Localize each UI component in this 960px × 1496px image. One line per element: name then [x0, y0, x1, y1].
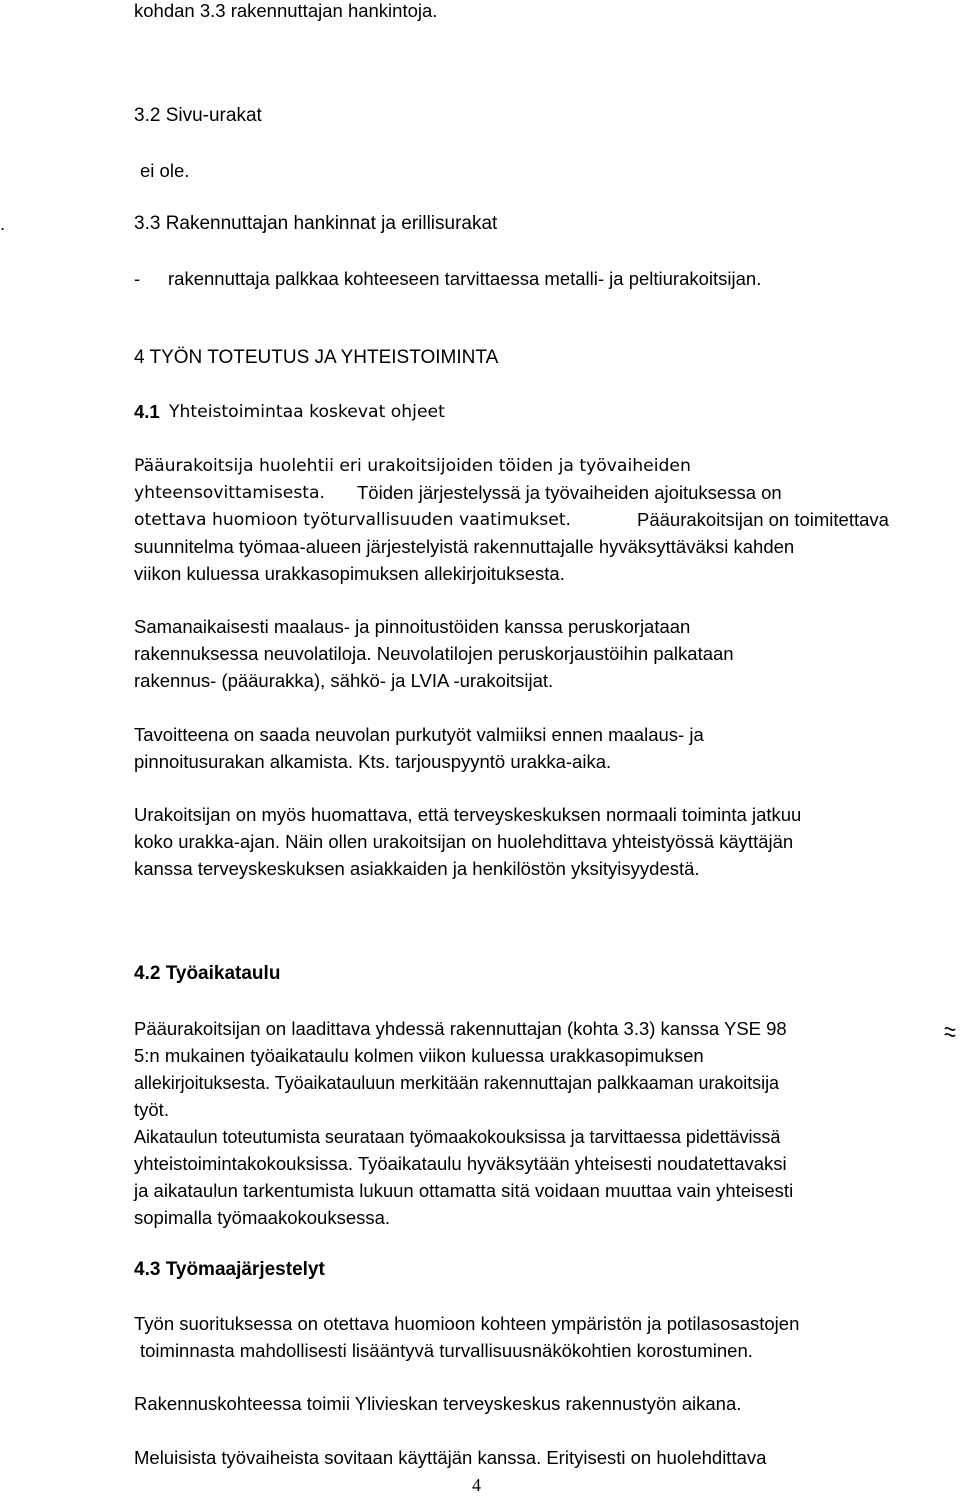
text-line: 5:n mukainen työaikataulu kolmen viikon kuluessa urakkasopimuksen: [134, 1045, 704, 1066]
text-line: viikon kuluessa urakkasopimuksen allekirjoituksesta.: [134, 563, 565, 584]
heading-3-3: 3.3 Rakennuttajan hankinnat ja erillisurakat: [134, 213, 498, 234]
text-line: Meluisista työvaiheista sovitaan käyttäjän kanssa. Erityisesti on huolehdittava: [134, 1447, 767, 1468]
text-line: Rakennuskohteessa toimii Ylivieskan terveyskeskus rakennustyön aikana.: [134, 1393, 742, 1414]
section-sign-icon: [943, 1025, 957, 1039]
list-dash: -: [134, 268, 141, 289]
text-line: ja aikataulun tarkentumista lukuun ottamatta sitä voidaan muuttaa vain yhteisesti: [134, 1180, 794, 1201]
text-line: pinnoitusurakan alkamista. Kts. tarjouspyyntö urakka-aika.: [134, 751, 612, 772]
text-line: yhteensovittamisesta.: [134, 483, 326, 503]
text-line: Pääurakoitsijan on laadittava yhdessä rakennuttajan (kohta 3.3) kanssa YSE 98: [134, 1018, 787, 1039]
text-line: työt.: [134, 1099, 169, 1120]
text-line: kanssa terveyskeskuksen asiakkaiden ja henkilöstön yksityisyydestä.: [134, 858, 700, 879]
heading-4-1-title: Yhteistoimintaa koskevat ohjeet: [169, 402, 445, 422]
heading-4-3: 4.3 Työmaajärjestelyt: [134, 1259, 325, 1280]
text-line: ei ole.: [140, 160, 190, 181]
text-line: rakennus- (pääurakka), sähkö- ja LVIA -urakoitsijat.: [134, 670, 554, 691]
text-line: suunnitelma työmaa-alueen järjestelyistä rakennuttajalle hyväksyttäväksi kahden: [134, 536, 795, 557]
text-line: Urakoitsijan on myös huomattava, että terveyskeskuksen normaali toiminta jatkuu: [134, 804, 802, 825]
text-line: allekirjoituksesta. Työaikatauluun merkitään rakennuttajan palkkaaman urakoitsija: [134, 1073, 779, 1093]
text-line: toiminnasta mahdollisesti lisääntyvä turvallisuusnäkökohtien korostuminen.: [140, 1340, 753, 1361]
text-line: sopimalla työmaakokouksessa.: [134, 1207, 391, 1228]
text-line: Työn suorituksessa on otettava huomioon kohteen ympäristön ja potilasosastojen: [134, 1313, 800, 1334]
text-line: otettava huomioon työturvallisuuden vaatimukset.: [134, 510, 572, 530]
text-line: Aikataulun toteutumista seurataan työmaakokouksissa ja tarvittaessa pidettävissä: [134, 1127, 781, 1147]
heading-3-2: 3.2 Sivu-urakat: [134, 105, 262, 126]
text-line: Pääurakoitsijan on toimitettava: [637, 509, 889, 530]
heading-4-2: 4.2 Työaikataulu: [134, 963, 281, 984]
text-line: Pääurakoitsija huolehtii eri urakoitsijoiden töiden ja työvaiheiden: [134, 456, 691, 476]
stray-dot: .: [0, 213, 6, 234]
text-line: Töiden järjestelyssä ja työvaiheiden ajoituksessa on: [357, 482, 782, 503]
heading-4-1-number: 4.1: [134, 401, 160, 422]
heading-4: 4 TYÖN TOTEUTUS JA YHTEISTOIMINTA: [134, 347, 499, 368]
page-number: 4: [472, 1475, 481, 1495]
text-line: Samanaikaisesti maalaus- ja pinnoitustöiden kanssa peruskorjataan: [134, 616, 691, 637]
list-item: rakennuttaja palkkaa kohteeseen tarvittaessa metalli- ja peltiurakoitsijan.: [168, 268, 762, 289]
text-line: koko urakka-ajan. Näin ollen urakoitsijan on huolehdittava yhteistyössä käyttäjän: [134, 831, 794, 852]
text-line: Tavoitteena on saada neuvolan purkutyöt valmiiksi ennen maalaus- ja: [134, 724, 704, 745]
text-line: rakennuksessa neuvolatiloja. Neuvolatilojen peruskorjaustöihin palkataan: [134, 643, 734, 664]
text-line: kohdan 3.3 rakennuttajan hankintoja.: [134, 0, 438, 21]
text-line: yhteistoimintakokouksissa. Työaikataulu hyväksytään yhteisesti noudatettavaksi: [134, 1153, 787, 1174]
